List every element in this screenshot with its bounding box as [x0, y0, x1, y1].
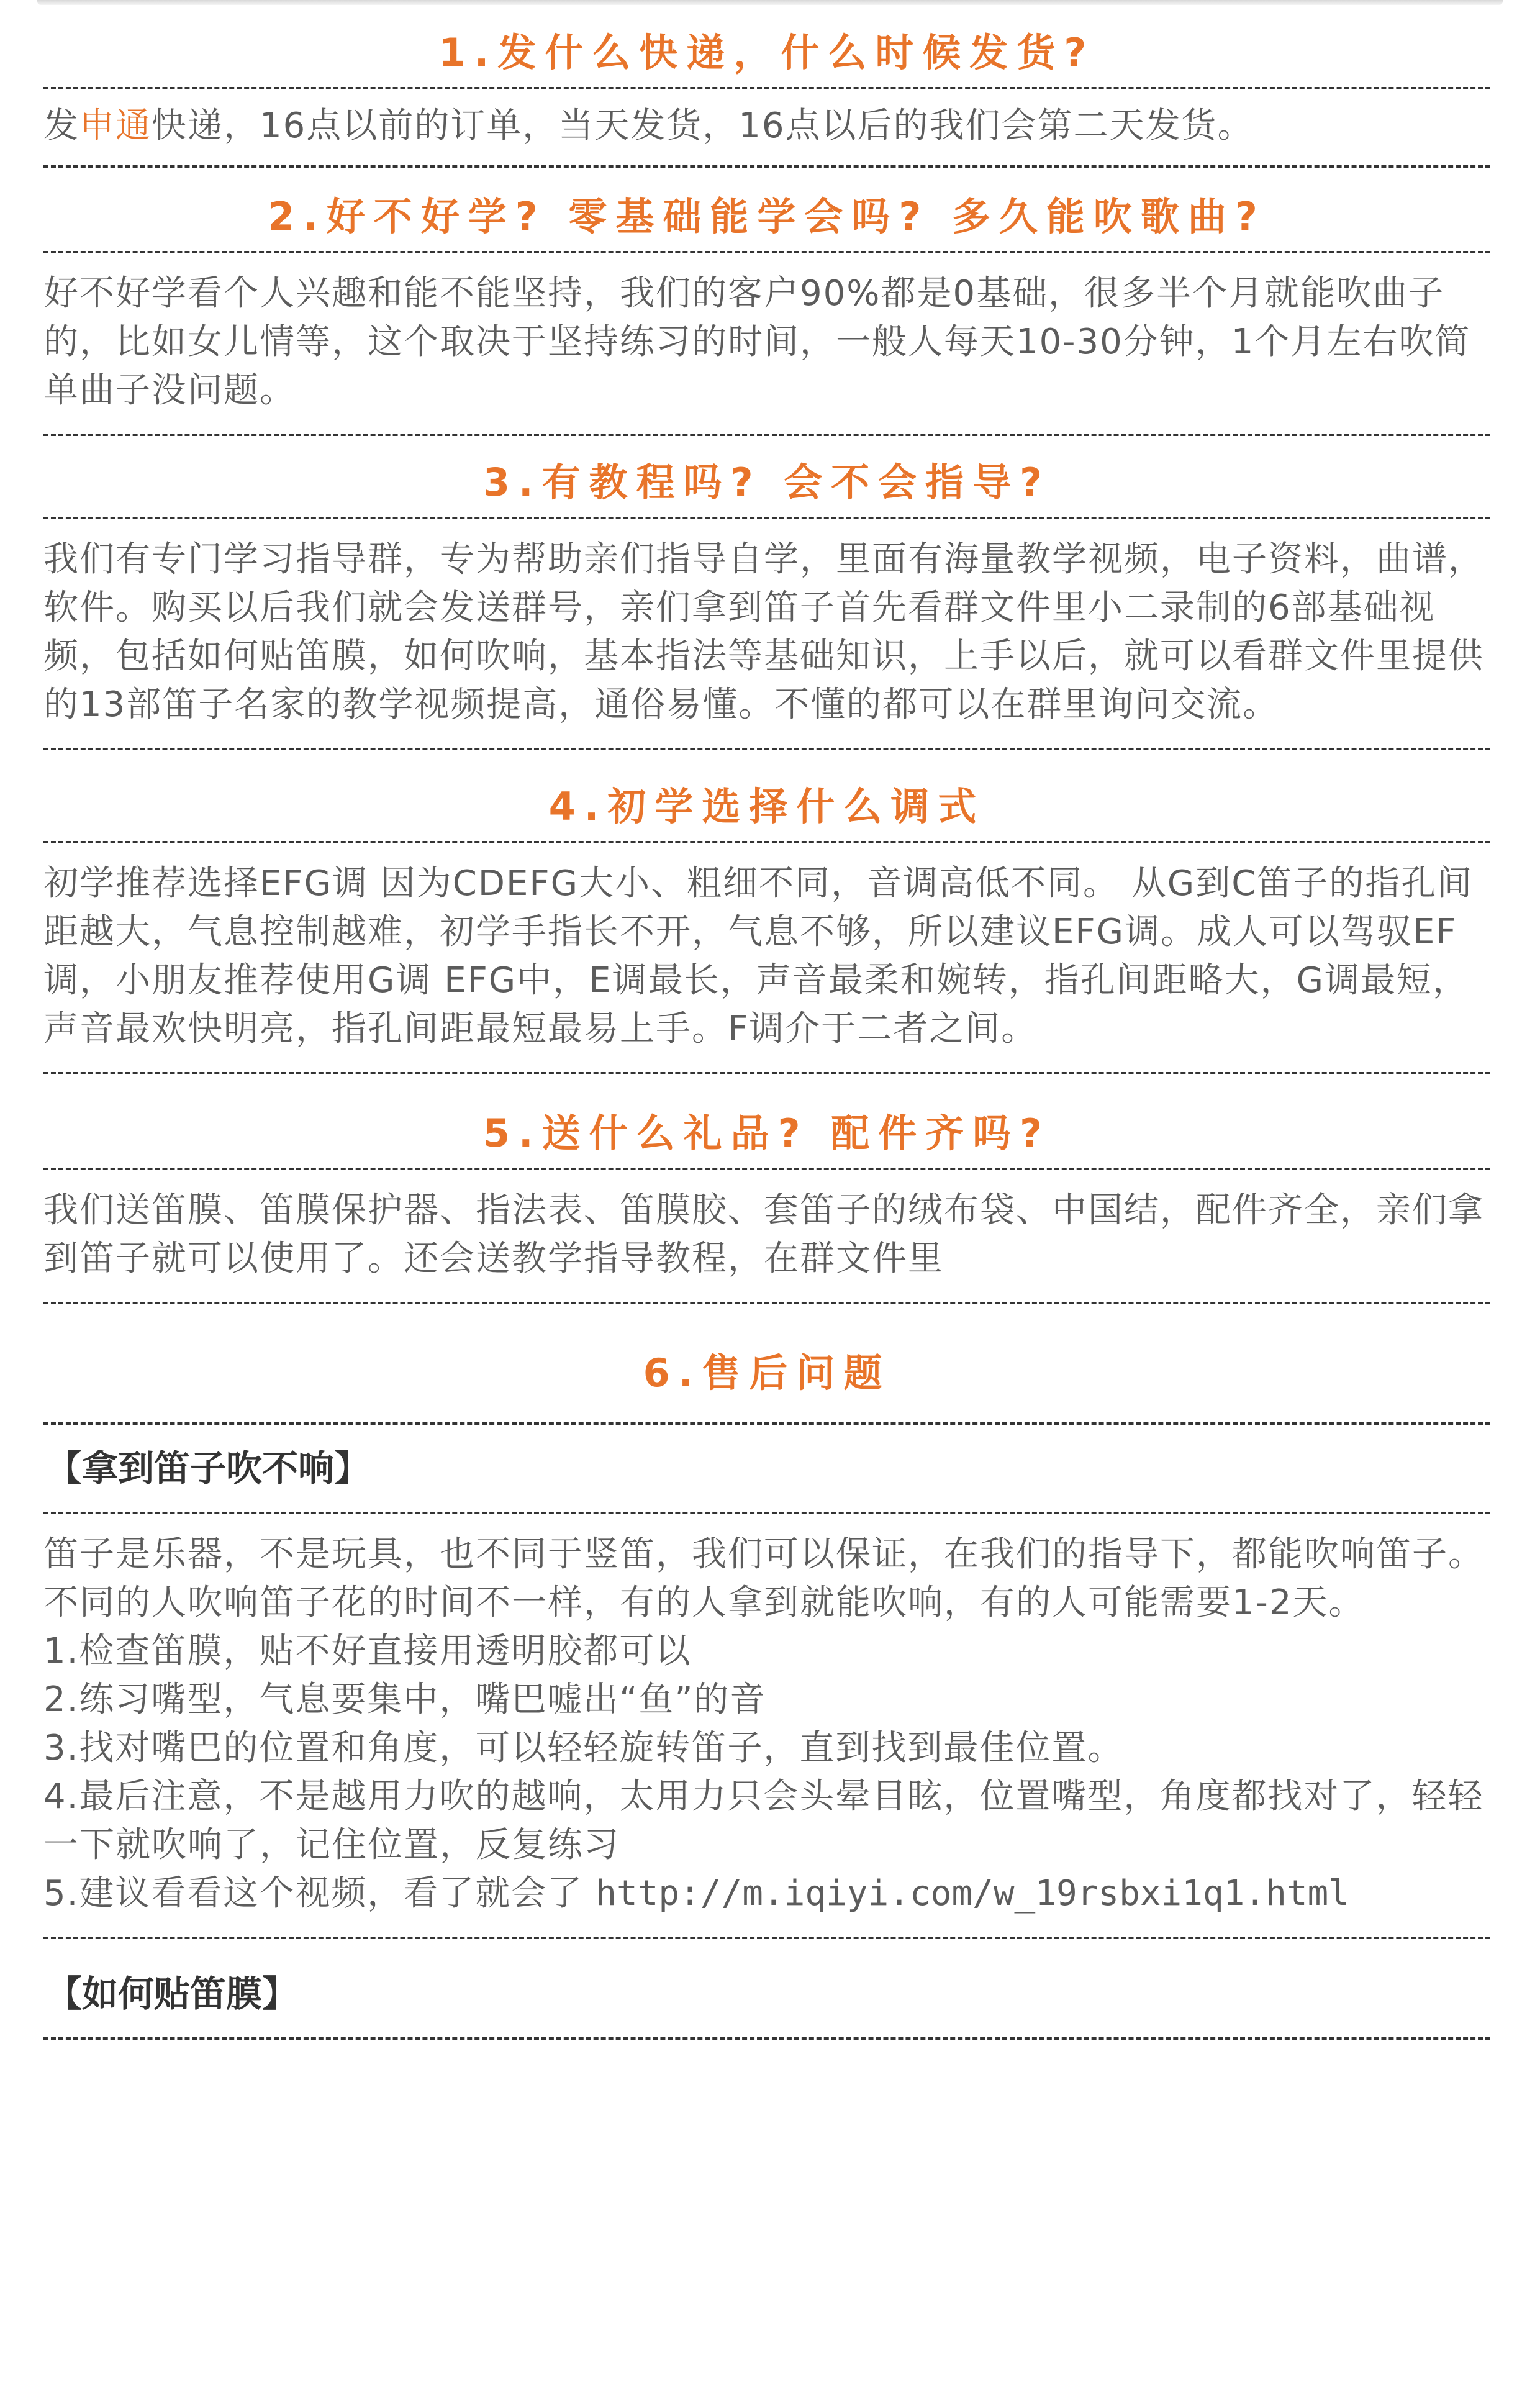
q4-answer: 初学推荐选择EFG调 因为CDEFG大小、粗细不同，音调高低不同。 从G到C笛子的指孔间距越大，气息控制越难，初学手指长不开，气息不够，所以建议EFG调。成人可以驾驭EF调，小朋友推荐使用G调 EFG中，E调最长，声音最柔和婉转，指孔间距略大，G调最短，声音最欢快明亮，指孔间距最短最易上手。F调介于二者之间。	[43, 863, 1474, 1049]
q6-line-video-text: 5.建议看看这个视频，看了就会了	[43, 1873, 596, 1914]
dashed-divider	[43, 2037, 1490, 2040]
q6-subheading-no-sound: 【拿到笛子吹不响】	[46, 1447, 371, 1489]
q6-line: 3.找对嘴巴的位置和角度，可以轻轻旋转笛子，直到找到最佳位置。	[43, 1728, 1124, 1768]
dashed-divider	[43, 434, 1490, 436]
q2-title: 2.好不好学? 零基础能学会吗? 多久能吹歌曲?	[268, 194, 1266, 239]
q6-line-video	[43, 1869, 1490, 1918]
q4-title: 4.初学选择什么调式	[548, 784, 985, 829]
q1-answer-highlight: 申通	[79, 106, 152, 146]
faq-content	[43, 19, 1490, 2040]
q1-answer	[43, 89, 1490, 165]
top-divider	[37, 0, 1503, 5]
q6-line: 4.最后注意，不是越用力吹的越响，太用力只会头晕目眩，位置嘴型，角度都找对了，轻轻一下就吹响了，记住位置，反复练习	[43, 1776, 1484, 1865]
q2-answer: 好不好学看个人兴趣和能不能坚持，我们的客户90%都是0基础，很多半个月就能吹曲子的，比如女儿情等，这个取决于坚持练习的时间，一般人每天10-30分钟，1个月左右吹简单曲子没问题。	[43, 273, 1471, 411]
dashed-divider	[43, 1937, 1490, 1939]
q5-answer: 我们送笛膜、笛膜保护器、指法表、笛膜胶、套笛子的绒布袋、中国结，配件齐全，亲们拿到笛子就可以使用了。还会送教学指导教程，在群文件里	[43, 1190, 1484, 1279]
q1-title: 1.发什么快递，什么时候发货?	[438, 30, 1095, 75]
q6-line: 2.练习嘴型，气息要集中，嘴巴嘘出“鱼”的音	[43, 1679, 766, 1720]
q1-answer-post: 快递，16点以前的订单，当天发货，16点以后的我们会第二天发货。	[152, 106, 1254, 146]
q3-title: 3.有教程吗? 会不会指导?	[482, 460, 1051, 505]
dashed-divider	[43, 165, 1490, 168]
q6-answer	[43, 1514, 1490, 1937]
q5-title: 5.送什么礼品? 配件齐吗?	[482, 1111, 1051, 1156]
q6-subheading-attach-membrane: 【如何贴笛膜】	[46, 1973, 299, 2015]
q6-title: 6.售后问题	[643, 1350, 891, 1396]
dashed-divider	[43, 1302, 1490, 1304]
q6-line: 笛子是乐器，不是玩具，也不同于竖笛，我们可以保证，在我们的指导下，都能吹响笛子。	[43, 1534, 1484, 1574]
q3-answer: 我们有专门学习指导群，专为帮助亲们指导自学，里面有海量教学视频，电子资料，曲谱，软件。购买以后我们就会发送群号，亲们拿到笛子首先看群文件里小二录制的6部基础视频，包括如何贴笛膜，如何吹响，基本指法等基础知识，上手以后，就可以看群文件里提供的13部笛子名家的教学视频提高，通俗易懂。不懂的都可以在群里询问交流。	[43, 539, 1484, 725]
q6-line: 1.检查笛膜，贴不好直接用透明胶都可以	[43, 1631, 692, 1671]
dashed-divider	[43, 1072, 1490, 1074]
dashed-divider	[43, 748, 1490, 750]
video-url-link[interactable]: http://m.iqiyi.com/w_19rsbxi1q1.html	[596, 1873, 1349, 1914]
q6-line: 不同的人吹响笛子花的时间不一样，有的人拿到就能吹响，有的人可能需要1-2天。	[43, 1583, 1365, 1623]
q1-answer-pre: 发	[43, 106, 79, 146]
